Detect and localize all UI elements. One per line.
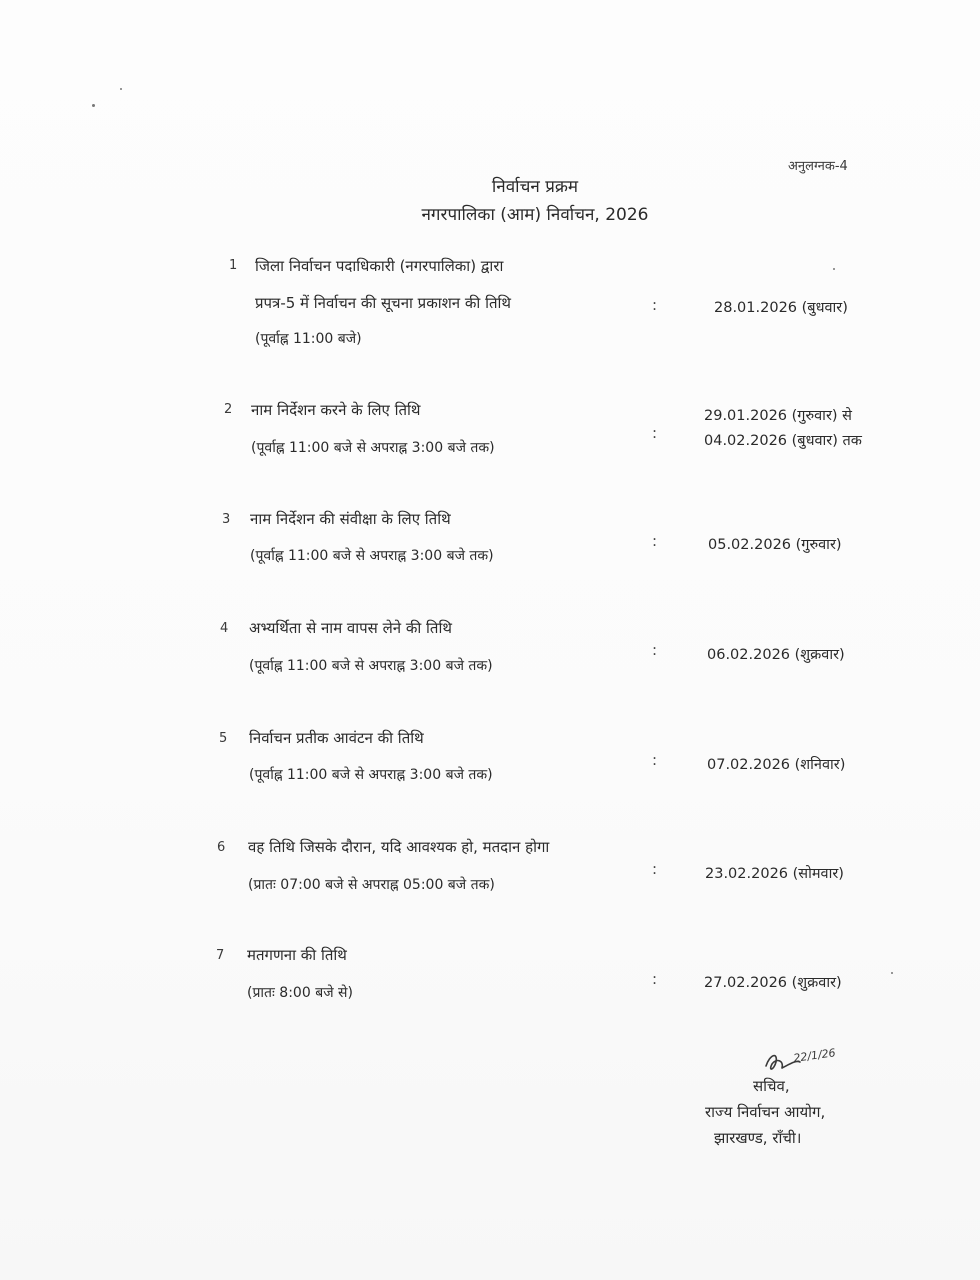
signatory-designation: सचिव,: [753, 1077, 790, 1095]
paper-speck: [891, 972, 893, 974]
item-number: 2: [224, 402, 233, 417]
separator-colon: :: [652, 296, 658, 314]
paper-speck: [92, 104, 95, 107]
separator-colon: :: [652, 641, 658, 659]
paper-speck: [833, 268, 835, 270]
item-text: निर्वाचन प्रतीक आवंटन की तिथि: [249, 729, 424, 747]
item-time: (पूर्वाह्न 11:00 बजे): [255, 331, 362, 347]
item-date: 06.02.2026 (शुक्रवार): [707, 647, 845, 663]
item-date: 04.02.2026 (बुधवार) तक: [704, 433, 862, 449]
separator-colon: :: [652, 970, 658, 988]
item-text: प्रपत्र-5 में निर्वाचन की सूचना प्रकाशन की तिथि: [255, 294, 511, 312]
document-subtitle: नगरपालिका (आम) निर्वाचन, 2026: [421, 205, 649, 225]
separator-colon: :: [652, 424, 658, 442]
item-text: अभ्यर्थिता से नाम वापस लेने की तिथि: [249, 619, 452, 637]
signatory-location: झारखण्ड, राँची।: [714, 1129, 802, 1147]
item-date: 05.02.2026 (गुरुवार): [708, 537, 842, 553]
item-text: नाम निर्देशन की संवीक्षा के लिए तिथि: [250, 510, 451, 528]
signatory-office: राज्य निर्वाचन आयोग,: [705, 1103, 826, 1121]
item-number: 4: [220, 621, 229, 636]
item-time: (पूर्वाह्न 11:00 बजे से अपराह्न 3:00 बजे तक): [249, 767, 493, 783]
item-date: 23.02.2026 (सोमवार): [705, 866, 844, 882]
item-time: (प्रातः 8:00 बजे से): [247, 985, 353, 1001]
paper-speck: [120, 88, 122, 90]
item-date: 27.02.2026 (शुक्रवार): [704, 975, 842, 991]
item-time: (पूर्वाह्न 11:00 बजे से अपराह्न 3:00 बजे तक): [250, 548, 494, 564]
item-time: (पूर्वाह्न 11:00 बजे से अपराह्न 3:00 बजे तक): [251, 440, 495, 456]
item-number: 1: [229, 258, 238, 273]
item-number: 5: [219, 731, 228, 746]
item-date: 29.01.2026 (गुरुवार) से: [704, 408, 852, 424]
item-number: 3: [222, 512, 231, 527]
item-text: वह तिथि जिसके दौरान, यदि आवश्यक हो, मतदान होगा: [248, 838, 550, 856]
separator-colon: :: [652, 532, 658, 550]
separator-colon: :: [652, 751, 658, 769]
item-date: 28.01.2026 (बुधवार): [714, 300, 848, 316]
item-text: मतगणना की तिथि: [247, 946, 347, 964]
annexure-label: अनुलग्नक-4: [788, 159, 848, 174]
svg-text:22/1/26: 22/1/26: [792, 1046, 837, 1065]
item-text: नाम निर्देशन करने के लिए तिथि: [251, 401, 421, 419]
item-text: जिला निर्वाचन पदाधिकारी (नगरपालिका) द्वारा: [255, 257, 504, 275]
document-title: निर्वाचन प्रक्रम: [491, 177, 579, 197]
item-time: (प्रातः 07:00 बजे से अपराह्न 05:00 बजे तक): [248, 877, 495, 893]
item-time: (पूर्वाह्न 11:00 बजे से अपराह्न 3:00 बजे तक): [249, 658, 493, 674]
item-number: 7: [216, 948, 225, 963]
item-number: 6: [217, 840, 226, 855]
separator-colon: :: [652, 860, 658, 878]
handwritten-signature: [760, 1046, 840, 1080]
item-date: 07.02.2026 (शनिवार): [707, 757, 846, 773]
